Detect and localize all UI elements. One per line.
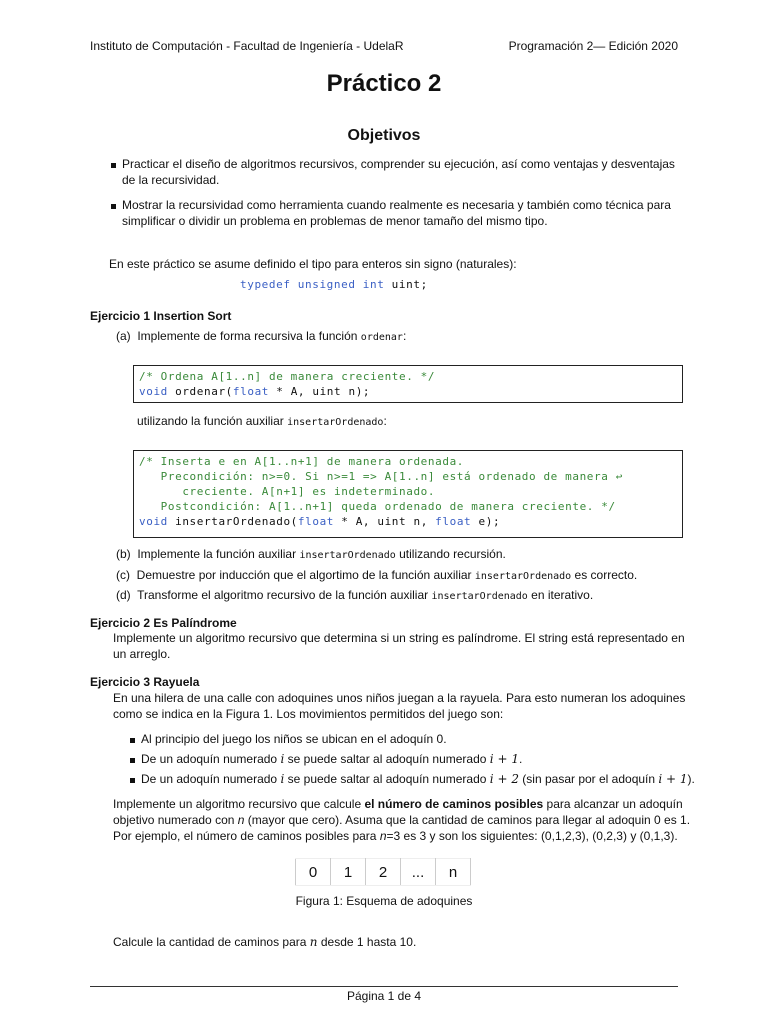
- inline-code: insertarOrdenado: [287, 417, 384, 428]
- page-number: Página 1 de 4: [346, 989, 422, 1003]
- code-text: * A, uint n,: [334, 515, 436, 528]
- inline-code: insertarOrdenado: [431, 591, 528, 602]
- item-text: Implemente la función auxiliar: [137, 547, 297, 561]
- bullet-icon: [111, 163, 116, 168]
- code-comment: creciente. A[n+1] es indeterminado.: [139, 485, 436, 498]
- para-var: n: [379, 829, 387, 843]
- objective-1: [122, 156, 675, 188]
- ex3-para-line-1: [113, 796, 690, 812]
- page-title: Práctico 2: [326, 70, 442, 97]
- ex1-d: [116, 587, 593, 605]
- figure-caption: Figura 1: Esquema de adoquines: [295, 894, 473, 908]
- ex2-text: [113, 630, 685, 662]
- ex1-title: Ejercicio 1 Insertion Sort: [90, 309, 232, 323]
- math-var: i: [280, 752, 285, 766]
- item-text: se puede saltar al adoquín numerado: [287, 772, 487, 786]
- item-text: De un adoquín numerado: [141, 772, 278, 786]
- math-expr: i + 1: [489, 752, 519, 766]
- ex3-final: [113, 934, 416, 950]
- item-text: Demuestre por inducción que el algortimo de la función auxiliar: [136, 568, 472, 582]
- typedef-code: [240, 277, 428, 292]
- para-text: objetivo numerado con: [113, 813, 235, 827]
- ex1-c: [116, 567, 637, 585]
- item-tail: es correcto.: [574, 568, 638, 582]
- item-text: De un adoquín numerado: [141, 752, 278, 766]
- math-expr: i + 1: [658, 772, 688, 786]
- ex3-para-line-2: [113, 812, 690, 828]
- item-tail: ).: [687, 772, 695, 786]
- ex1-b: [116, 546, 506, 564]
- item-text: (sin pasar por el adoquín: [522, 772, 656, 786]
- item-text: Implemente de forma recursiva la función: [137, 329, 358, 343]
- figure-cell: ...: [401, 859, 436, 886]
- ex3-move-2: [141, 751, 522, 767]
- header-right: Programación 2— Edición 2020: [508, 39, 678, 53]
- code-keyword: void: [139, 515, 168, 528]
- ex3-line-2: como se indica en la Figura 1. Los movimientos permitidos del juego son:: [113, 707, 504, 721]
- figure-cell: n: [436, 859, 471, 886]
- item-label: (b): [116, 547, 131, 561]
- ex2-line-1: Implemente un algoritmo recursivo que determina si un string es palíndrome. El string está representado en: [113, 631, 685, 645]
- inline-code: insertarOrdenado: [299, 550, 396, 561]
- code-insertar: [139, 454, 623, 529]
- item-tail: :: [402, 329, 407, 343]
- para-text: =3 es 3 y son los siguientes: (0,1,2,3), (0,2,3) y (0,1,3).: [386, 829, 678, 843]
- item-tail: utilizando recursión.: [399, 547, 506, 561]
- objective-2-line-1: Mostrar la recursividad como herramienta cuando realmente es necesaria y también como técnica para: [122, 198, 671, 212]
- objectives-heading: Objetivos: [347, 127, 421, 144]
- ex3-text: [113, 690, 685, 722]
- inline-code: ordenar: [360, 332, 403, 343]
- ex3-title: Ejercicio 3 Rayuela: [90, 675, 200, 689]
- math-expr: i + 2: [489, 772, 519, 786]
- typedef-rest: uint;: [384, 278, 428, 291]
- ex2-line-2: un arreglo.: [113, 647, 171, 661]
- ex2-title: Ejercicio 2 Es Palíndrome: [90, 616, 237, 630]
- inline-code: insertarOrdenado: [474, 571, 572, 582]
- code-keyword: float: [297, 515, 335, 528]
- item-tail: .: [518, 752, 523, 766]
- code-text: ordenar(: [167, 385, 233, 398]
- para-text: para alcanzar un adoquín: [546, 797, 683, 811]
- code-comment: Postcondición: A[1..n+1] queda ordenado de manera creciente. */: [139, 500, 616, 513]
- bullet-icon: [111, 204, 116, 209]
- ex3-move-3: [141, 771, 695, 787]
- intro-text: En este práctico se asume definido el tipo para enteros sin signo (naturales):: [109, 257, 517, 271]
- item-tail: :: [383, 414, 387, 428]
- para-text: Implemente un algoritmo recursivo que calcule: [113, 797, 362, 811]
- item-tail: en iterativo.: [531, 588, 594, 602]
- code-ordenar: [139, 369, 435, 399]
- figure-cell: 0: [296, 859, 331, 886]
- figure-cell: 2: [366, 859, 401, 886]
- item-text: desde 1 hasta 10.: [320, 935, 417, 949]
- math-var: n: [309, 935, 318, 949]
- typedef-keyword: typedef unsigned int: [240, 278, 385, 291]
- code-keyword: float: [232, 385, 270, 398]
- code-comment: /* Inserta e en A[1..n+1] de manera ordenada.: [139, 455, 465, 468]
- figure-adoquines: [295, 858, 471, 886]
- bullet-icon: [130, 738, 135, 743]
- item-label: (c): [116, 568, 130, 582]
- bullet-icon: [130, 778, 135, 783]
- para-bold: el número de caminos posibles: [364, 797, 544, 811]
- code-text: * A, uint n);: [269, 385, 371, 398]
- code-comment: Precondición: n>=0. Si n>=1 => A[1..n] está ordenado de manera ↩: [139, 470, 623, 483]
- ex3-paragraph: [113, 796, 690, 844]
- footer-divider: [90, 986, 678, 987]
- bullet-icon: [130, 758, 135, 763]
- objective-2: [122, 197, 671, 229]
- ex3-para-line-3: [113, 828, 690, 844]
- para-text: Por ejemplo, el número de caminos posibles para: [113, 829, 377, 843]
- item-text: se puede saltar al adoquín numerado: [287, 752, 487, 766]
- item-text: utilizando la función auxiliar: [137, 414, 284, 428]
- ex3-line-1: En una hilera de una calle con adoquines unos niños juegan a la rayuela. Para esto numeran los adoquines: [113, 691, 686, 705]
- item-label: (d): [116, 588, 131, 602]
- math-var: i: [280, 772, 285, 786]
- code-keyword: void: [139, 385, 168, 398]
- objective-1-line-1: Practicar el diseño de algoritmos recursivos, comprender su ejecución, así como ventajas y desventajas: [122, 157, 675, 171]
- ex3-move-1: Al principio del juego los niños se ubican en el adoquín 0.: [141, 732, 447, 746]
- objective-1-line-2: de la recursividad.: [122, 173, 220, 187]
- item-label: (a): [116, 329, 131, 343]
- code-text: insertarOrdenado(: [167, 515, 298, 528]
- item-text: Transforme el algoritmo recursivo de la función auxiliar: [137, 588, 429, 602]
- para-var: n: [237, 813, 245, 827]
- ex1-aux: [137, 413, 387, 431]
- header-left: Instituto de Computación - Facultad de Ingeniería - UdelaR: [90, 39, 404, 53]
- code-text: e);: [471, 515, 501, 528]
- figure-cell: 1: [331, 859, 366, 886]
- ex1-a: [116, 328, 406, 346]
- code-comment: /* Ordena A[1..n] de manera creciente. */: [139, 370, 436, 383]
- para-text: (mayor que cero). Asuma que la cantidad de caminos para llegar al adoquin 0 es 1.: [247, 813, 691, 827]
- code-keyword: float: [435, 515, 472, 528]
- item-text: Calcule la cantidad de caminos para: [113, 935, 307, 949]
- objective-2-line-2: simplificar o dividir un problema en problemas de menor tamaño del mismo tipo.: [122, 214, 548, 228]
